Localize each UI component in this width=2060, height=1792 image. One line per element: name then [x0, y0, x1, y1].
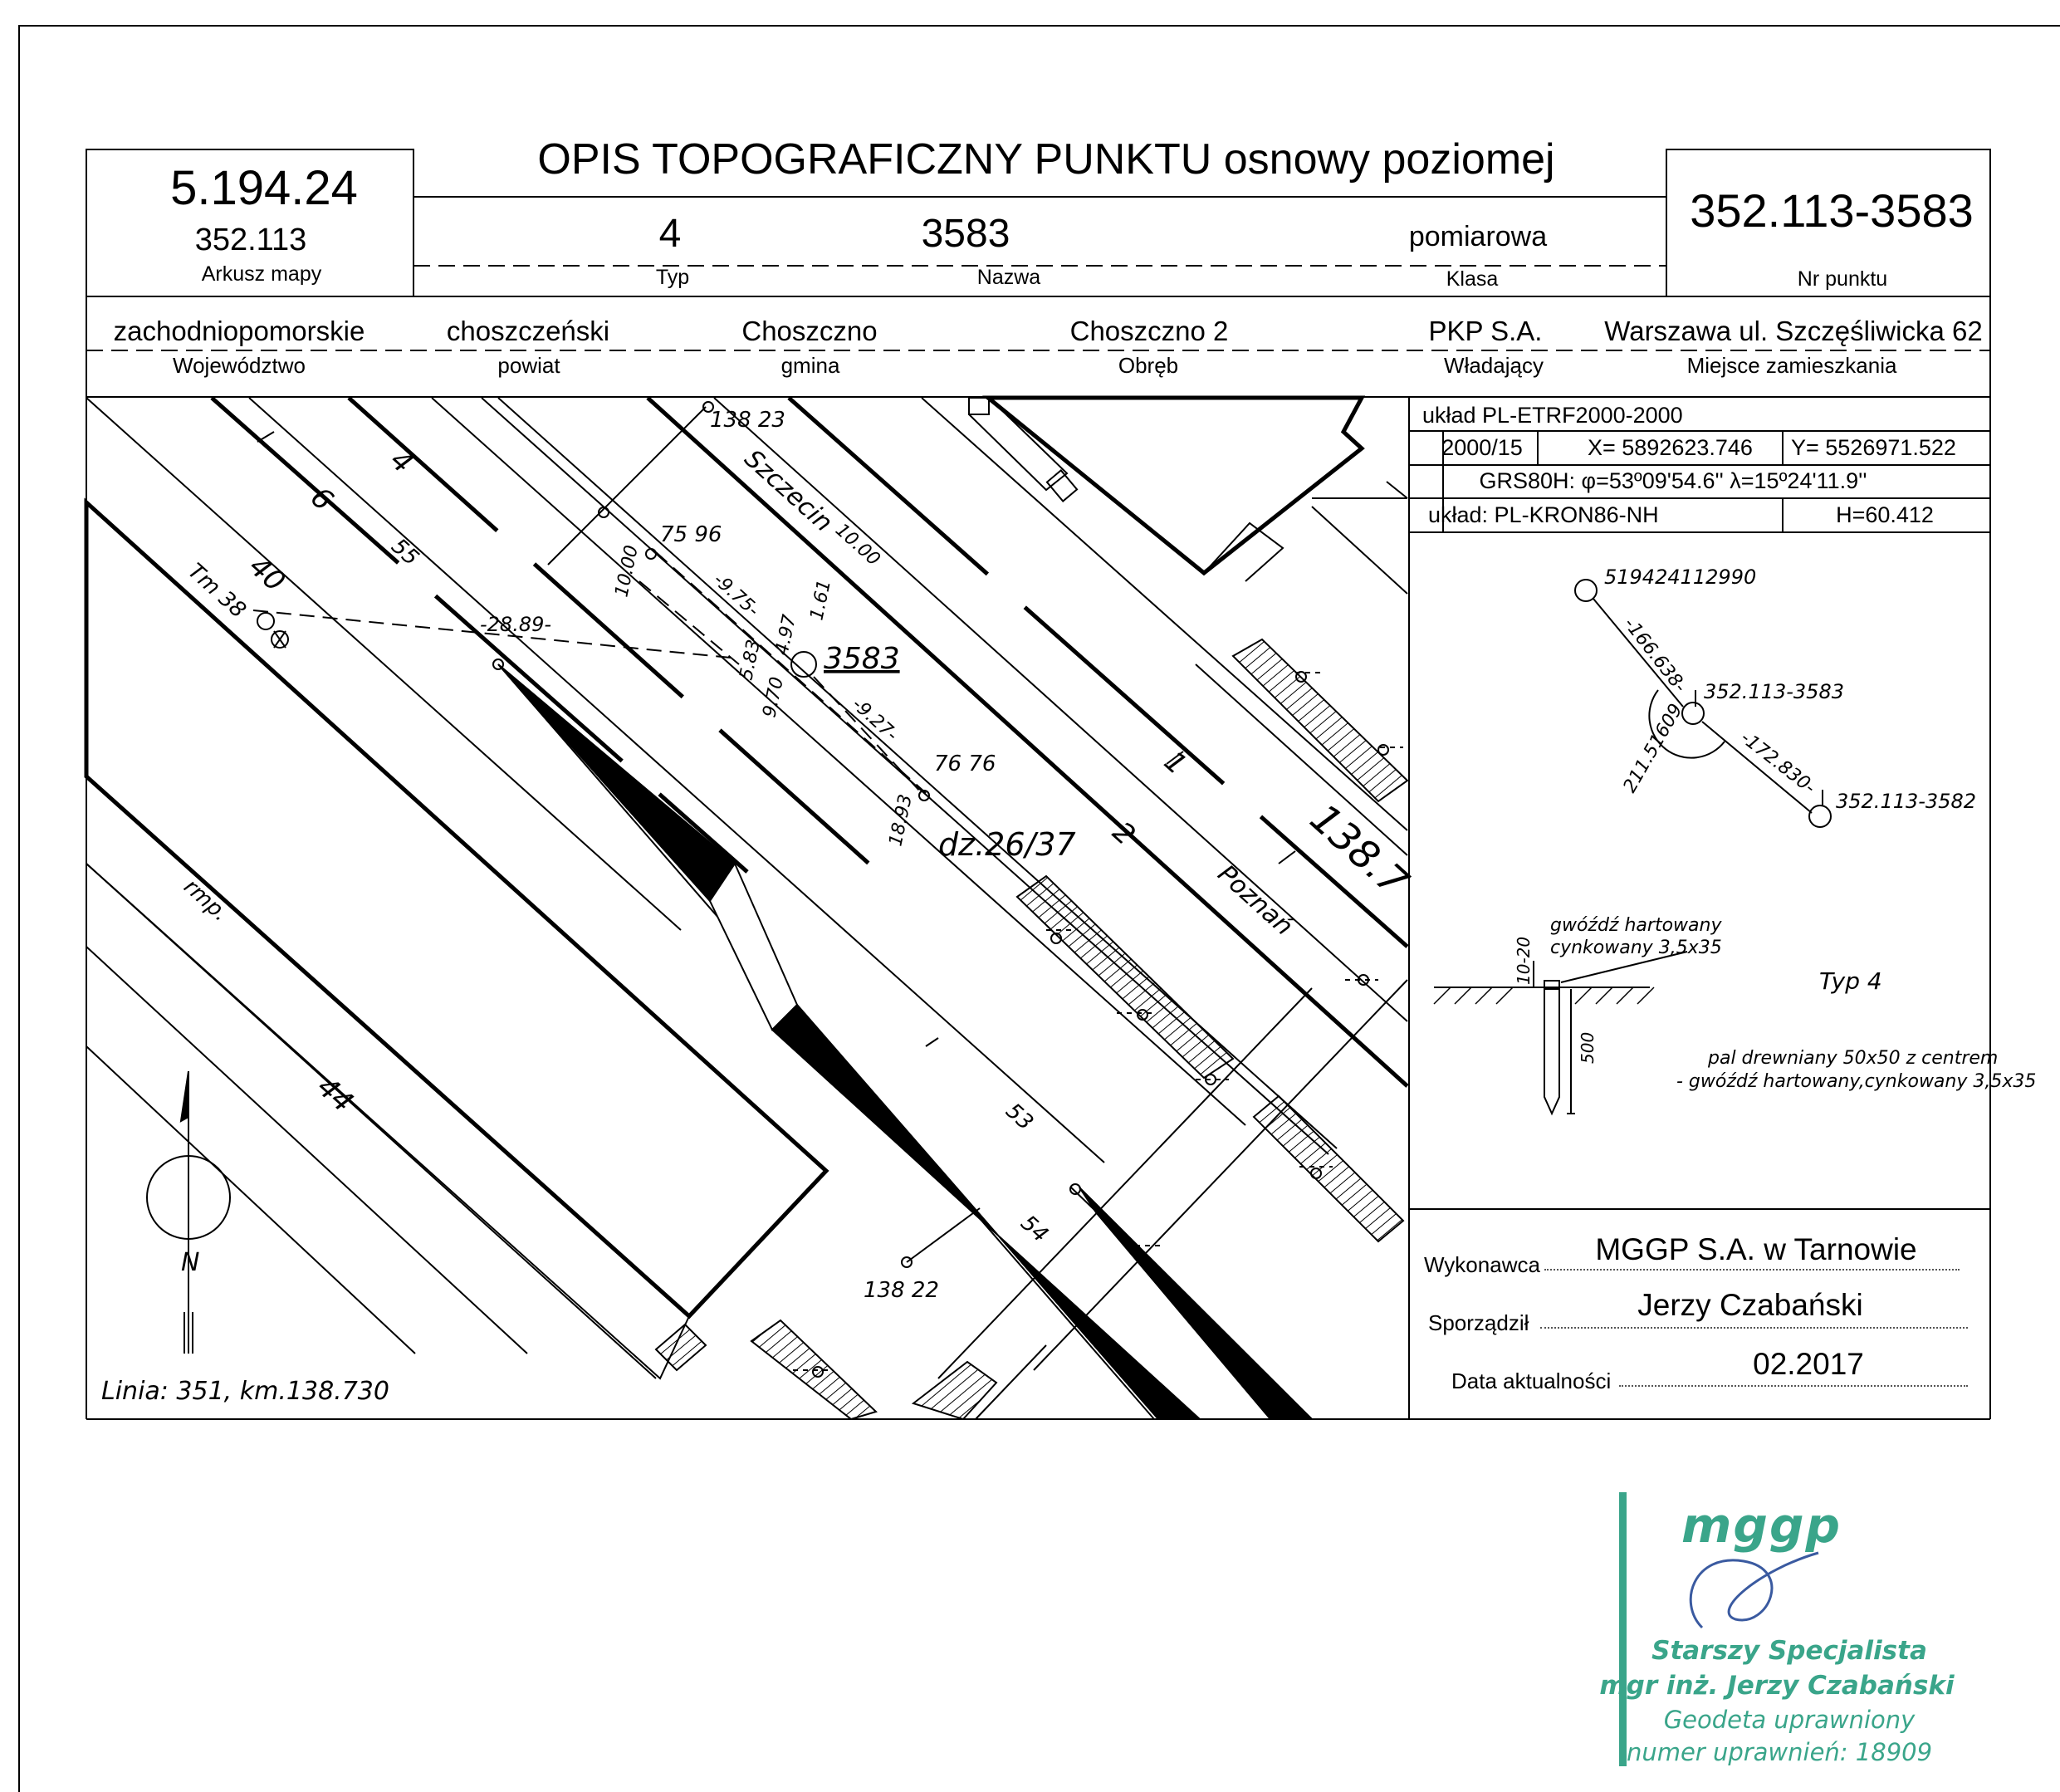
post-note-1: pal drewniany 50x50 z centrem: [1708, 1048, 1999, 1069]
nail-label-1: gwóźdź hartowany: [1550, 915, 1722, 936]
map-point-label: 3583: [824, 642, 900, 676]
map-track-54: 54: [1015, 1210, 1053, 1248]
map-d-583: 5.83: [736, 638, 766, 683]
coord-height: H=60.412: [1836, 502, 1934, 527]
coord-system: układ PL-ETRF2000-2000: [1422, 403, 1683, 428]
stamp-line-1: Starszy Specjalista: [1651, 1636, 1927, 1666]
coord-y: Y= 5526971.522: [1791, 435, 1956, 460]
stamp-line-4: numer uprawnień: 18909: [1626, 1738, 1933, 1766]
map-d-927: -9.27-: [847, 693, 902, 746]
map-track-2: 2: [1105, 815, 1142, 853]
author: Jerzy Czabański: [1637, 1288, 1863, 1322]
type-note: Typ 4: [1819, 967, 1882, 995]
county-label: powiat: [497, 353, 560, 378]
name-label: Nazwa: [976, 266, 1041, 289]
point-number-label: Nr punktu: [1797, 267, 1888, 291]
address-label: Miejsce zamieszkania: [1686, 353, 1897, 378]
precinct: Choszczno 2: [1069, 316, 1229, 346]
sketch-point-b: 352.113-3582: [1836, 790, 1976, 813]
voivodeship-label: Województwo: [173, 353, 306, 378]
map-elev-1: 75 96: [660, 522, 722, 547]
author-dots: [1540, 1327, 1968, 1329]
post-note-2: - gwóźdź hartowany,cynkowany 3,5x35: [1676, 1071, 2037, 1092]
coord-zone: 2000/15: [1441, 435, 1523, 460]
stamp-line-2: mgr inż. Jerzy Czabański: [1599, 1671, 1955, 1701]
map-km-big: 138.7: [1300, 795, 1417, 906]
map-track-4: 4: [383, 443, 419, 481]
stamp-bar: [1619, 1492, 1627, 1766]
contractor: MGGP S.A. w Tarnowie: [1595, 1232, 1917, 1266]
map-d-497: 4.97: [771, 613, 801, 658]
page-title: OPIS TOPOGRAFICZNY PUNKTU osnowy poziomej: [537, 135, 1555, 184]
sketch-dist-b: -172.830-: [1736, 727, 1819, 799]
map-parcel: dz.26/37: [938, 826, 1076, 863]
map-north: N: [181, 1248, 200, 1277]
map-d-970: 9.70: [759, 675, 789, 720]
map-elev-2: 76 76: [934, 752, 996, 776]
map-track-53: 53: [1001, 1098, 1038, 1136]
contractor-label: Wykonawca: [1424, 1252, 1540, 1277]
type-label: Typ: [655, 266, 690, 289]
map-d-1000a: 10.00: [611, 543, 643, 600]
date-dots: [1619, 1385, 1968, 1387]
map-track-44: 44: [310, 1070, 360, 1119]
coord-x: X= 5892623.746: [1588, 435, 1753, 460]
date: 02.2017: [1753, 1347, 1864, 1381]
type-value: 4: [658, 212, 682, 256]
point-sketch: [1409, 532, 2037, 1205]
owner-label: Władający: [1444, 353, 1544, 378]
dim-depth: 500: [1578, 1031, 1598, 1064]
map-line-info: Linia: 351, km.138.730: [101, 1377, 389, 1406]
sketch-point-a: 352.113-3583: [1704, 680, 1844, 703]
topographic-map: [86, 398, 1417, 1418]
date-label: Data aktualności: [1451, 1368, 1612, 1393]
class-label: Klasa: [1446, 267, 1499, 291]
name-value: 3583: [921, 212, 1010, 256]
map-ramp: rmp.: [179, 874, 233, 927]
precinct-label: Obręb: [1118, 353, 1179, 378]
stamp-line-3: Geodeta uprawniony: [1663, 1706, 1916, 1734]
map-d-975: -9.75-: [708, 569, 763, 621]
nail-label-2: cynkowany 3,5x35: [1550, 938, 1722, 958]
map-tm-label: Tm 38: [183, 558, 251, 624]
sheet-number: 352.113: [194, 223, 307, 257]
point-number: 352.113-3583: [1690, 184, 1974, 237]
map-track-40: 40: [242, 549, 291, 599]
county: choszczeński: [446, 316, 610, 346]
sheet-code: 5.194.24: [170, 161, 358, 215]
stamp-logo: mggp: [1681, 1497, 1842, 1554]
sketch-angle: 211.51609: [1619, 700, 1687, 796]
sketch-ref-point: 519424112990: [1604, 566, 1757, 589]
map-town-north: Szczecin: [738, 443, 839, 538]
commune-label: gmina: [780, 353, 840, 378]
contractor-dots: [1544, 1269, 1960, 1271]
map-d-1893: 18.93: [885, 792, 917, 849]
address: Warszawa ul. Szczęśliwicka 62: [1604, 316, 1983, 346]
coord-height-system: układ: PL-KRON86-NH: [1428, 502, 1659, 527]
map-d-1000b: 10.00: [830, 519, 884, 570]
map-track-6: 6: [303, 480, 340, 518]
sheet-label: Arkusz mapy: [201, 262, 322, 286]
signature-icon: [1669, 1536, 1835, 1644]
map-d-2889: -28.89-: [480, 613, 552, 636]
sketch-dist-ref: -166.638-: [1619, 614, 1691, 697]
commune: Choszczno: [741, 316, 878, 346]
map-d-161: 1.61: [806, 578, 836, 623]
owner: PKP S.A.: [1428, 316, 1543, 346]
map-km-post-bottom: 138 22: [864, 1278, 939, 1303]
author-label: Sporządził: [1428, 1310, 1529, 1335]
voivodeship: zachodniopomorskie: [113, 316, 365, 346]
map-track-1: 1: [1157, 744, 1193, 782]
map-track-55: 55: [386, 533, 423, 571]
dim-top: 10-20: [1514, 936, 1534, 985]
coord-grs: GRS80H: φ=53º09'54.6'' λ=15º24'11.9'': [1479, 468, 1867, 493]
map-km-post-top: 138 23: [710, 408, 785, 433]
class-value: pomiarowa: [1408, 221, 1548, 252]
map-town-south: Poznań: [1211, 859, 1299, 942]
